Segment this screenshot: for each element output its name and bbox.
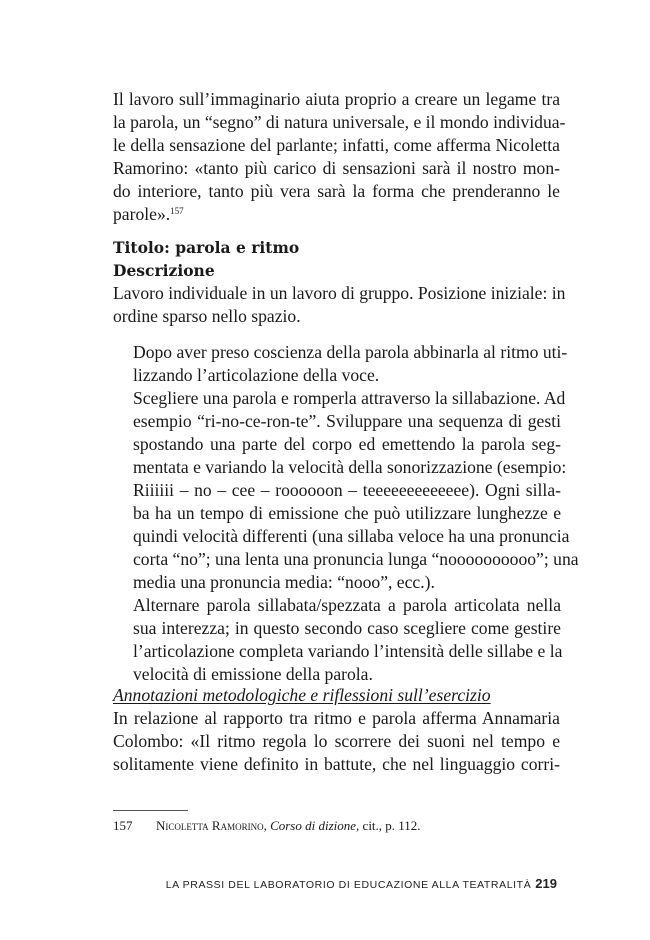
text-fragment: parole». bbox=[113, 204, 171, 224]
text-line: le della sensazione del parlante; infatti, come afferma Nicoletta bbox=[113, 135, 560, 155]
footnote-author: Nicoletta Ramorino, bbox=[156, 818, 267, 833]
text-line: In relazione al rapporto tra ritmo e parola afferma Annamaria bbox=[113, 708, 560, 728]
text-line: sua interezza; in questo secondo caso scegliere come gestire bbox=[133, 618, 561, 638]
text-line: la parola, un “segno” di natura universale, e il mondo individua- bbox=[113, 112, 566, 132]
annotations-section bbox=[113, 684, 560, 776]
text-line: media una pronuncia media: “nooo”, ecc.). bbox=[133, 572, 435, 592]
text-line: Colombo: «Il ritmo regola lo scorrere dei suoni nel tempo e bbox=[113, 731, 560, 751]
footnote bbox=[113, 818, 421, 834]
footnote-divider bbox=[113, 810, 188, 811]
text-line: spostando una parte del corpo ed emettendo la parola seg- bbox=[133, 434, 561, 454]
text-line: velocità di emissione della parola. bbox=[133, 664, 373, 684]
exercise-header bbox=[113, 236, 566, 328]
text-line: l’articolazione completa variando l’intensità delle sillabe e la bbox=[133, 641, 563, 661]
footnote-reference[interactable]: 157 bbox=[170, 206, 184, 216]
text-line: Dopo aver preso coscienza della parola abbinarla al ritmo uti- bbox=[133, 342, 568, 362]
text-line: Lavoro individuale in un lavoro di gruppo. Posizione iniziale: in bbox=[113, 283, 566, 303]
text-line: solitamente viene definito in battute, che nel linguaggio corri- bbox=[113, 754, 560, 774]
description-heading: Descrizione bbox=[113, 261, 215, 280]
footnote-citation: cit., p. 112. bbox=[362, 818, 421, 833]
exercise-title: Titolo: parola e ritmo bbox=[113, 238, 300, 257]
text-line: do interiore, tanto più vera sarà la forma che prenderanno le bbox=[113, 181, 560, 201]
running-footer bbox=[166, 876, 557, 891]
annotations-heading: Annotazioni metodologiche e riflessioni sull’esercizio bbox=[113, 685, 491, 705]
text-line: Riiiiii – no – cee – roooooon – teeeeeeeeeeeee). Ogni silla- bbox=[133, 480, 561, 500]
text-line: ba ha un tempo di emissione che può utilizzare lunghezze e bbox=[133, 503, 561, 523]
text-line: corta “no”; una lenta una pronuncia lunga “noooooooooo”; una bbox=[133, 549, 579, 569]
text-line: ordine sparso nello spazio. bbox=[113, 306, 301, 326]
intro-paragraph bbox=[113, 88, 566, 226]
exercise-instructions bbox=[133, 341, 579, 686]
text-line: quindi velocità differenti (una sillaba veloce ha una pronuncia bbox=[133, 526, 570, 546]
running-footer-title: LA PRASSI DEL LABORATORIO DI EDUCAZIONE ALLA TEATRALITÀ bbox=[165, 879, 532, 891]
page-number: 219 bbox=[535, 876, 557, 891]
text-line: Il lavoro sull’immaginario aiuta proprio a creare un legame tra bbox=[113, 89, 560, 109]
text-line: Ramorino: «tanto più carico di sensazioni sarà il nostro mon- bbox=[113, 158, 560, 178]
footnote-number: 157 bbox=[113, 818, 133, 833]
text-line-last bbox=[113, 203, 560, 226]
text-line: lizzando l’articolazione della voce. bbox=[133, 365, 380, 385]
text-line: mentata e variando la velocità della sonorizzazione (esempio: bbox=[133, 457, 567, 477]
text-line: Scegliere una parola e romperla attraverso la sillabazione. Ad bbox=[133, 388, 566, 408]
text-line: Alternare parola sillabata/spezzata a parola articolata nella bbox=[133, 595, 561, 615]
footnote-work-title: Corso di dizione, bbox=[270, 818, 360, 833]
text-line: esempio “ri-no-ce-ron-te”. Sviluppare una sequenza di gesti bbox=[133, 411, 561, 431]
